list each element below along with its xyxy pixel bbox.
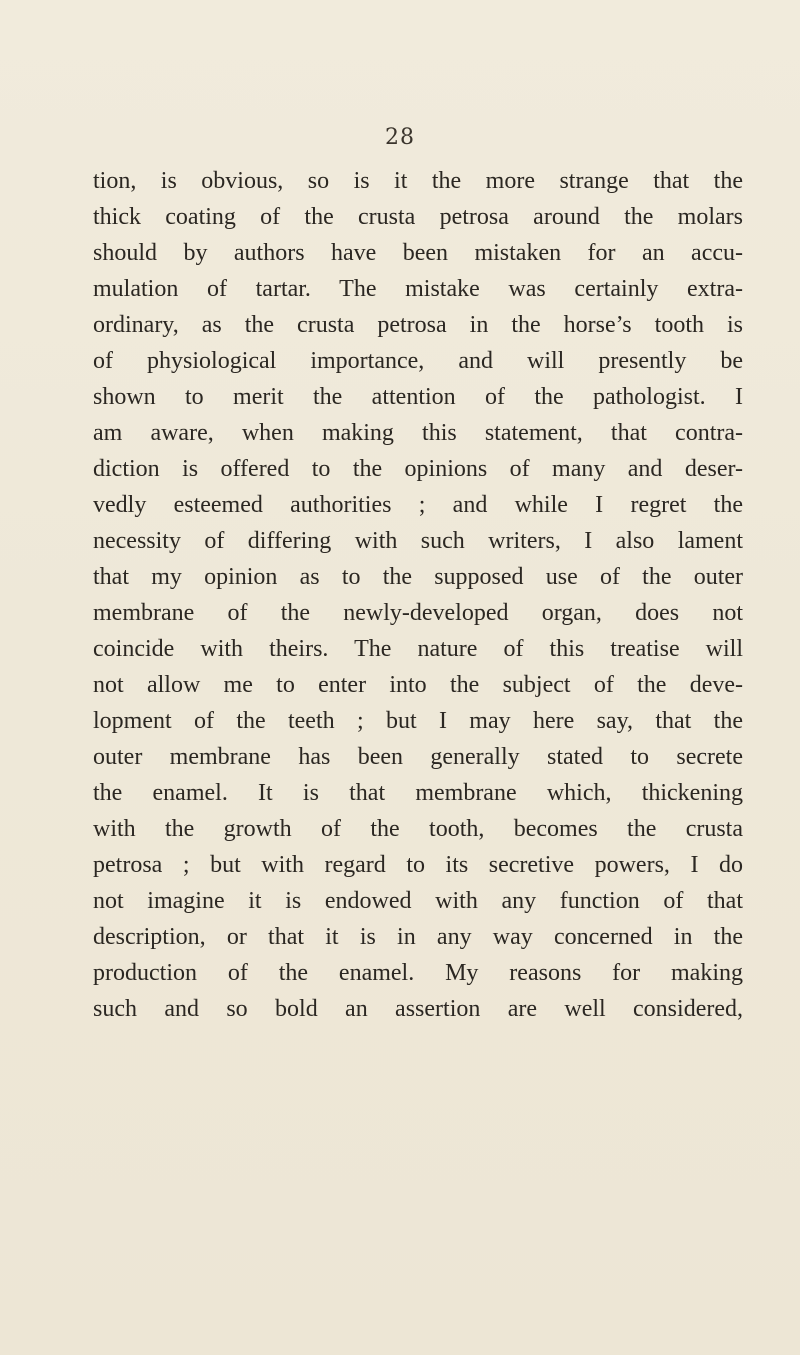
text-line: not imagine it is endowed with any function of that xyxy=(93,888,743,914)
text-line: am aware, when making this statement, that contra- xyxy=(93,420,743,446)
text-line: with the growth of the tooth, becomes the crusta xyxy=(93,816,743,842)
text-line: petrosa ; but with regard to its secretive powers, I do xyxy=(93,852,743,878)
text-line: such and so bold an assertion are well considered, xyxy=(93,996,743,1022)
text-line: lopment of the teeth ; but I may here say, that the xyxy=(93,708,743,734)
text-line: shown to merit the attention of the pathologist. I xyxy=(93,384,743,410)
text-line: that my opinion as to the supposed use of the outer xyxy=(93,564,743,590)
text-line: diction is offered to the opinions of many and deser- xyxy=(93,456,743,482)
text-line: not allow me to enter into the subject of the deve- xyxy=(93,672,743,698)
text-line: coincide with theirs. The nature of this treatise will xyxy=(93,636,743,662)
body-text xyxy=(93,163,743,1027)
text-line: vedly esteemed authorities ; and while I regret the xyxy=(93,492,743,518)
text-line: mulation of tartar. The mistake was certainly extra- xyxy=(93,276,743,302)
text-line: should by authors have been mistaken for an accu- xyxy=(93,240,743,266)
text-line: outer membrane has been generally stated to secrete xyxy=(93,744,743,770)
text-line: production of the enamel. My reasons for making xyxy=(93,960,743,986)
text-line: necessity of differing with such writers, I also lament xyxy=(93,528,743,554)
text-line: of physiological importance, and will presently be xyxy=(93,348,743,374)
text-line: thick coating of the crusta petrosa around the molars xyxy=(93,204,743,230)
text-line: ordinary, as the crusta petrosa in the horse’s tooth is xyxy=(93,312,743,338)
text-line: description, or that it is in any way concerned in the xyxy=(93,924,743,950)
text-line: the enamel. It is that membrane which, thickening xyxy=(93,780,743,806)
page-number: 28 xyxy=(385,125,415,150)
text-line: tion, is obvious, so is it the more strange that the xyxy=(93,168,743,194)
text-line: membrane of the newly-developed organ, does not xyxy=(93,600,743,626)
